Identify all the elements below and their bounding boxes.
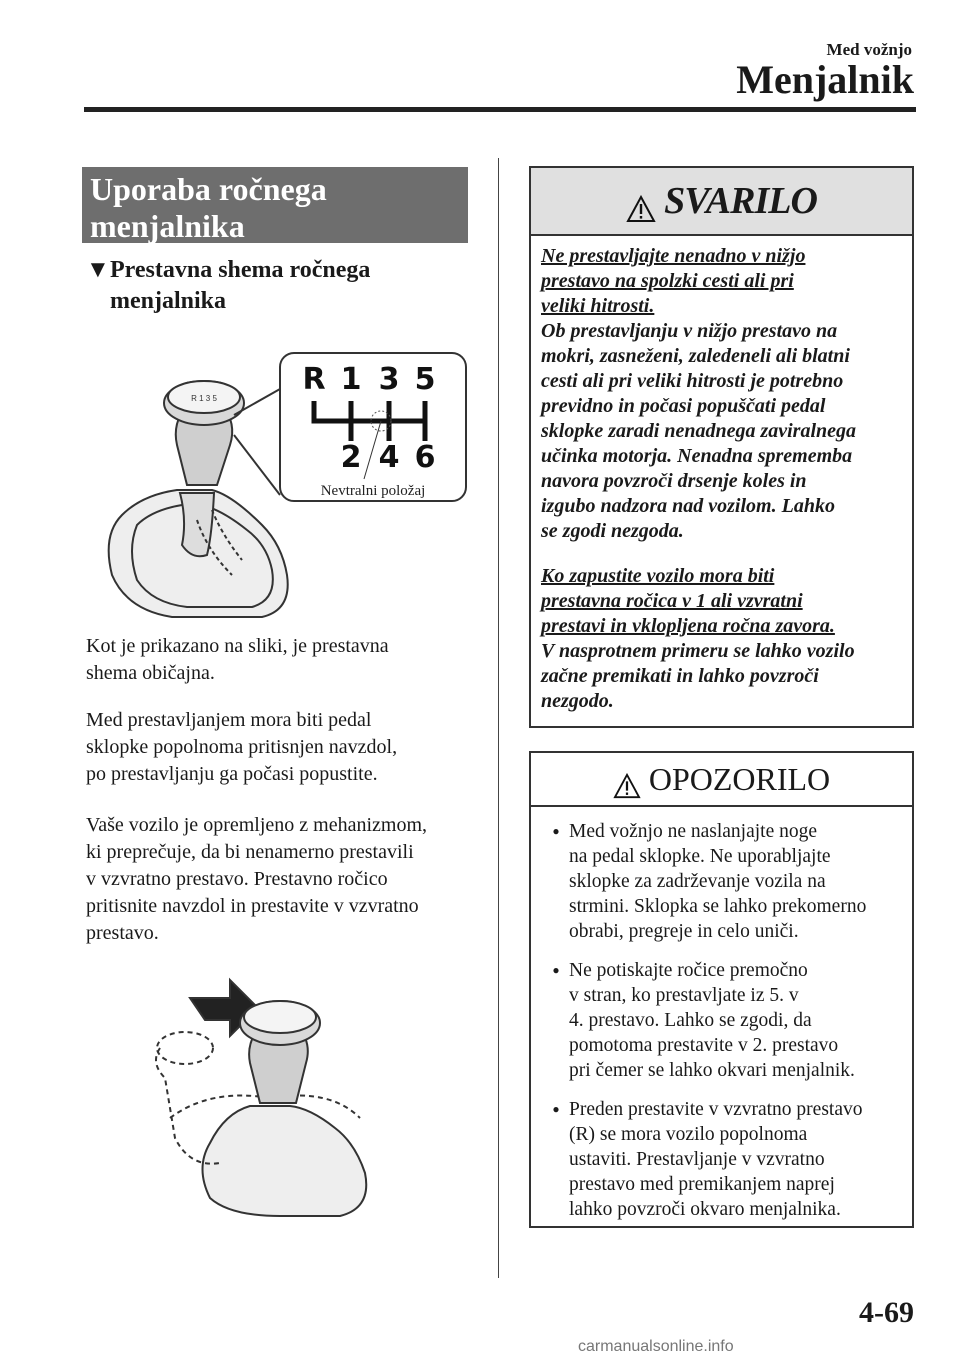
caution-line: sklopke za zadrževanje vozila na <box>569 871 826 892</box>
warning-triangle-icon <box>613 773 641 799</box>
paragraph-1 <box>86 633 481 687</box>
warning-header <box>531 168 912 236</box>
gear-boot-illustration <box>203 1106 367 1216</box>
caution-line: prestavo med premikanjem naprej <box>569 1174 835 1195</box>
p3-line: ki preprečuje, da bi nenamerno prestavili <box>86 841 414 863</box>
warning-body <box>531 236 912 714</box>
warning-title: SVARILO <box>664 180 817 222</box>
p3-line: prestavo. <box>86 922 159 944</box>
warning-text-line: sklopke zaradi nenadnega zaviralnega <box>541 420 857 442</box>
caution-item <box>543 819 902 944</box>
p3-line: Vaše vozilo je opremljeno z mehanizmom, <box>86 814 428 836</box>
warning-box <box>529 166 914 728</box>
bullet-icon: ● <box>552 1102 560 1116</box>
banner-line-1: Uporaba ročnega <box>90 171 327 207</box>
caution-title: OPOZORILO <box>648 761 831 797</box>
caution-line: Preden prestavite v vzvratno prestavo <box>569 1099 863 1120</box>
subheading-line-2: menjalnika <box>110 288 227 314</box>
header-rule <box>84 107 916 112</box>
p1-line: shema običajna. <box>86 662 215 684</box>
bullet-icon: ● <box>552 824 560 838</box>
gear-label-6: 6 <box>414 440 436 475</box>
bullet-icon: ● <box>552 963 560 977</box>
p2-line: sklopke popolnoma pritisnjen navzdol, <box>86 736 398 758</box>
watermark: carmanualsonline.info <box>578 1338 734 1355</box>
p1-line: Kot je prikazano na sliki, je prestavna <box>86 635 389 657</box>
caution-item <box>543 958 902 1083</box>
warning-text-line: se zgodi nezgoda. <box>541 520 684 542</box>
gear-boot-illustration <box>109 381 288 617</box>
caution-line: obrabi, pregreje in celo uniči. <box>569 921 799 942</box>
caution-box <box>529 751 914 1228</box>
gear-label-r: R <box>302 362 326 397</box>
p3-line: v vzvratno prestavo. Prestavno ročico <box>86 868 388 890</box>
warning-text-line: Ob prestavljanju v nižjo prestavo na <box>541 320 838 342</box>
caution-line: Med vožnjo ne naslanjajte noge <box>569 821 818 842</box>
warning-heading-2 <box>541 564 902 714</box>
shift-pattern-figure <box>92 345 472 620</box>
warning-underlined-line: prestavi in vklopljena ročna zavora. <box>541 615 835 637</box>
neutral-position-label: Nevtralni položaj <box>320 483 426 499</box>
p2-line: po prestavljanju ga počasi popustite. <box>86 763 378 785</box>
warning-text-line: nezgodo. <box>541 690 614 712</box>
warning-text-line: učinka motorja. Nenadna sprememba <box>541 445 853 467</box>
caution-line: v stran, ko prestavljate iz 5. v <box>569 985 799 1006</box>
caution-line: lahko povzroči okvaro menjalnika. <box>569 1199 841 1220</box>
section-header: Med vožnjo <box>826 40 912 59</box>
warning-underlined-line: prestavo na spolzki cesti ali pri <box>541 270 794 292</box>
warning-text-line: previdno in počasi popuščati pedal <box>541 395 826 417</box>
gear-label-5: 5 <box>414 362 436 397</box>
warning-underlined-line: veliki hitrosti. <box>541 295 655 317</box>
caution-line: ustaviti. Prestavljanje v vzvratno <box>569 1149 825 1170</box>
subheading <box>86 255 486 317</box>
caution-line: strmini. Sklopka se lahko prekomerno <box>569 896 867 917</box>
caution-body <box>531 807 912 1222</box>
warning-text-line: mokri, zasneženi, zaledeneli ali blatni <box>541 345 850 367</box>
warning-underlined-line: Ko zapustite vozilo mora biti <box>541 565 775 587</box>
warning-text-line: izgubo nadzora nad vozilom. Lahko <box>541 495 835 517</box>
p2-line: Med prestavljanjem mora biti pedal <box>86 709 372 731</box>
caution-line: 4. prestavo. Lahko se zgodi, da <box>569 1010 812 1031</box>
warning-text-line: začne premikati in lahko povzroči <box>541 665 819 687</box>
page-number: 4-69 <box>859 1296 914 1329</box>
caution-line: (R) se mora vozilo popolnoma <box>569 1124 808 1145</box>
caution-line: Ne potiskajte ročice premočno <box>569 960 808 981</box>
gear-label-1: 1 <box>340 362 362 397</box>
warning-text-line: V nasprotnem primeru se lahko vozilo <box>541 640 855 662</box>
section-banner <box>82 167 468 243</box>
caution-line: na pedal sklopke. Ne uporabljajte <box>569 846 831 867</box>
subheading-line-1: Prestavna shema ročnega <box>110 257 371 283</box>
warning-text-line: cesti ali pri veliki hitrosti je potrebno <box>541 370 844 392</box>
paragraph-2 <box>86 707 481 788</box>
warning-underlined-line: prestavna ročica v 1 ali vzvratni <box>541 590 803 612</box>
caution-line: pomotoma prestavite v 2. prestavo <box>569 1035 839 1056</box>
warning-text-line: navora povzroči drsenje koles in <box>541 470 807 492</box>
gear-label-4: 4 <box>378 440 400 475</box>
reverse-gear-figure <box>150 968 380 1218</box>
warning-triangle-icon <box>626 195 656 223</box>
column-divider <box>498 158 499 1278</box>
caution-header <box>531 753 912 807</box>
triangle-marker-icon: ▼ <box>86 257 110 283</box>
paragraph-3 <box>86 812 481 947</box>
page-title: Menjalnik <box>736 57 914 102</box>
callout-line-lower <box>234 435 280 495</box>
gear-label-2: 2 <box>340 440 362 475</box>
caution-item <box>543 1097 902 1222</box>
knob-mini-pattern: R 1 3 5 <box>191 394 217 403</box>
caution-line: pri čemer se lahko okvari menjalnik. <box>569 1060 855 1081</box>
gear-label-3: 3 <box>378 362 400 397</box>
banner-line-2: menjalnika <box>90 208 245 244</box>
warning-underlined-line: Ne prestavljajte nenadno v nižjo <box>541 245 806 267</box>
p3-line: pritisnite navzdol in prestavite v vzvratno <box>86 895 419 917</box>
warning-heading-1 <box>541 244 902 544</box>
